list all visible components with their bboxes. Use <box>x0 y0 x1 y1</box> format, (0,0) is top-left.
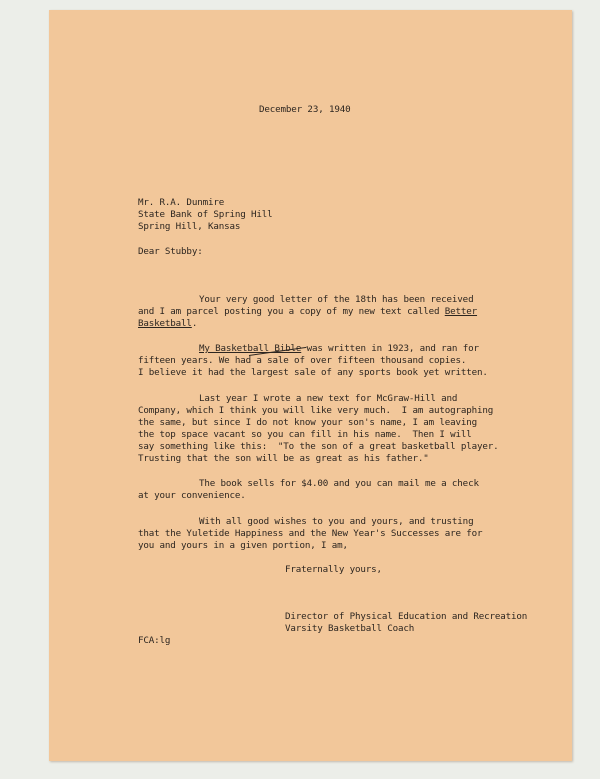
paragraph-4-line-2: at your convenience. <box>138 490 246 501</box>
paragraph-4-line-1: The book sells for $4.00 and you can mail me a check <box>199 478 479 489</box>
paragraph-3-line-6: Trusting that the son will be as great as his father." <box>138 453 429 464</box>
recipient-name: Mr. R.A. Dunmire <box>138 197 225 208</box>
book-title-bible: My Basketball Bible <box>199 343 302 354</box>
letter-date: December 23, 1940 <box>259 104 351 115</box>
paragraph-3-line-1: Last year I wrote a new text for McGraw-Hill and <box>199 393 458 404</box>
book-title-basketball: Basketball <box>138 318 192 329</box>
paragraph-1-line-3 <box>138 318 197 329</box>
paragraph-3-line-5: say something like this: "To the son of a great basketball player. <box>138 441 499 452</box>
salutation: Dear Stubby: <box>138 246 203 257</box>
paragraph-1-line-2 <box>138 306 477 317</box>
paragraph-5-line-2: that the Yuletide Happiness and the New Year's Successes are for <box>138 528 483 539</box>
paragraph-1-line-1: Your very good letter of the 18th has been received <box>199 294 474 305</box>
typist-initials: FCA:lg <box>138 635 171 646</box>
paragraph-2-line-1 <box>199 343 479 354</box>
paragraph-3-line-2: Company, which I think you will like very much. I am autographing <box>138 405 494 416</box>
paragraph-3-line-4: the top space vacant so you can fill in his name. Then I will <box>138 429 472 440</box>
signature-title-1: Director of Physical Education and Recreation <box>285 611 528 622</box>
paragraph-2-line-2: fifteen years. We had a sale of over fifteen thousand copies. <box>138 355 467 366</box>
paragraph-5-line-3: you and yours in a given portion, I am, <box>138 540 348 551</box>
paragraph-3-line-3: the same, but since I do not know your son's name, I am leaving <box>138 417 478 428</box>
recipient-bank: State Bank of Spring Hill <box>138 209 273 220</box>
letter-page <box>49 10 572 761</box>
recipient-city: Spring Hill, Kansas <box>138 221 241 232</box>
signature-title-2: Varsity Basketball Coach <box>285 623 415 634</box>
paragraph-5-line-1: With all good wishes to you and yours, and trusting <box>199 516 474 527</box>
paragraph-1-end: . <box>191 318 198 329</box>
book-title-better: Better <box>444 306 478 317</box>
closing: Fraternally yours, <box>285 564 382 575</box>
paragraph-2-text: was written in 1923, and ran for <box>301 343 479 354</box>
paragraph-2-line-3: I believe it had the largest sale of any sports book yet written. <box>138 367 488 378</box>
paragraph-1-text: and I am parcel posting you a copy of my new text called <box>138 306 445 317</box>
